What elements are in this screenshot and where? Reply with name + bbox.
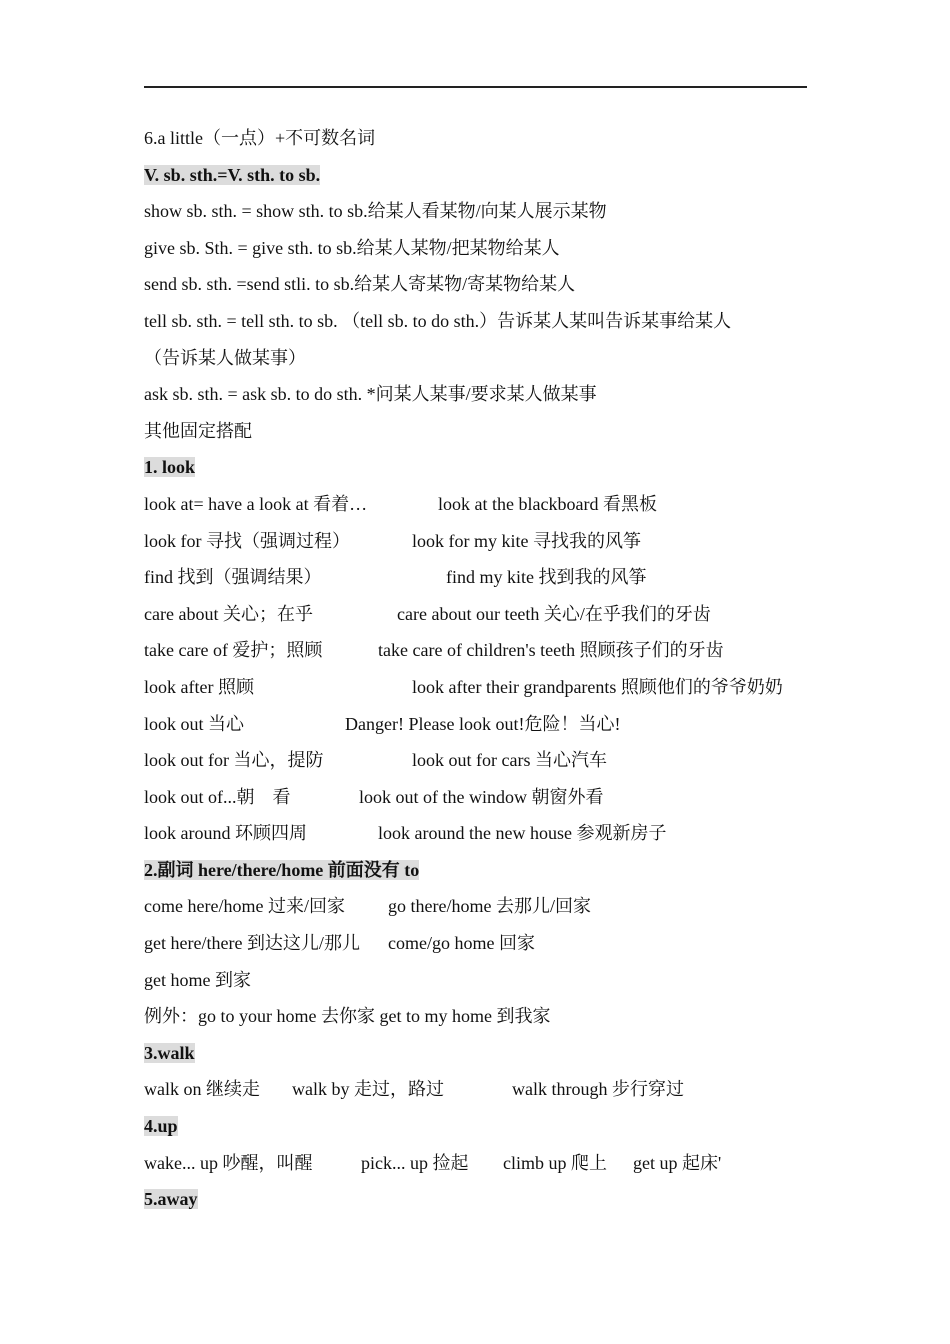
- section-heading: 3.walk: [144, 1042, 195, 1063]
- phrase-row: take care of 爱护；照顾 take care of children's teeth 照顾孩子们的牙齿: [144, 640, 724, 661]
- text-line: ask sb. sth. = ask sb. to do sth. *问某人某事/要求某人做某事: [144, 384, 597, 405]
- text-line: give sb. Sth. = give sth. to sb.给某人某物/把某物给某人: [144, 237, 560, 258]
- text-line: 其他固定搭配: [144, 420, 252, 441]
- section-heading: 1. look: [144, 457, 196, 478]
- header-rule: [144, 86, 807, 88]
- phrase-row: get here/there 到达这儿/那儿 come/go home 回家: [144, 933, 535, 954]
- text-line: show sb. sth. = show sth. to sb.给某人看某物/向某人展示某物: [144, 201, 607, 222]
- phrase-row: look out 当心 Danger! Please look out!危险！当心!: [144, 713, 621, 734]
- text-line: send sb. sth. =send stli. to sb.给某人寄某物/寄某物给某人: [144, 274, 576, 295]
- text-line: 6.a little（一点）+不可数名词: [144, 128, 376, 148]
- text-line: get home 到家: [144, 969, 251, 990]
- section-heading: 5.away: [144, 1189, 198, 1210]
- phrase-row: look out of...朝 看 look out of the window 朝窗外看: [144, 786, 604, 807]
- phrase-row: look for 寻找（强调过程） look for my kite 寻找我的风筝: [144, 530, 641, 551]
- text-line: tell sb. sth. = tell sth. to sb. （tell sb. to do sth.）告诉某人某叫告诉某事给某人: [144, 310, 732, 331]
- text-line: 例外：go to your home 去你家 get to my home 到我家: [144, 1006, 551, 1027]
- section-heading: 2.副词 here/there/home 前面没有 to: [144, 859, 420, 880]
- section-heading: V. sb. sth.=V. sth. to sb.: [144, 164, 321, 185]
- document-body: [144, 120, 814, 1218]
- phrase-row: look at= have a look at 看着… look at the blackboard 看黑板: [144, 493, 657, 514]
- phrase-row: look out for 当心，提防 look out for cars 当心汽车: [144, 750, 607, 771]
- section-heading: 4.up: [144, 1116, 178, 1137]
- phrase-row: walk on 继续走 walk by 走过，路过 walk through 步行穿过: [144, 1079, 684, 1100]
- phrase-row: wake... up 吵醒，叫醒 pick... up 捡起 climb up 爬上 get up 起床': [144, 1152, 722, 1173]
- phrase-row: find 找到（强调结果） find my kite 找到我的风筝: [144, 567, 647, 588]
- phrase-row: look after 照顾 look after their grandparents 照顾他们的爷爷奶奶: [144, 676, 783, 697]
- phrase-row: care about 关心；在乎 care about our teeth 关心/在乎我们的牙齿: [144, 603, 711, 624]
- phrase-row: come here/home 过来/回家 go there/home 去那儿/回家: [144, 896, 591, 917]
- phrase-row: look around 环顾四周 look around the new house 参观新房子: [144, 823, 667, 844]
- text-line: （告诉某人做某事）: [144, 347, 306, 368]
